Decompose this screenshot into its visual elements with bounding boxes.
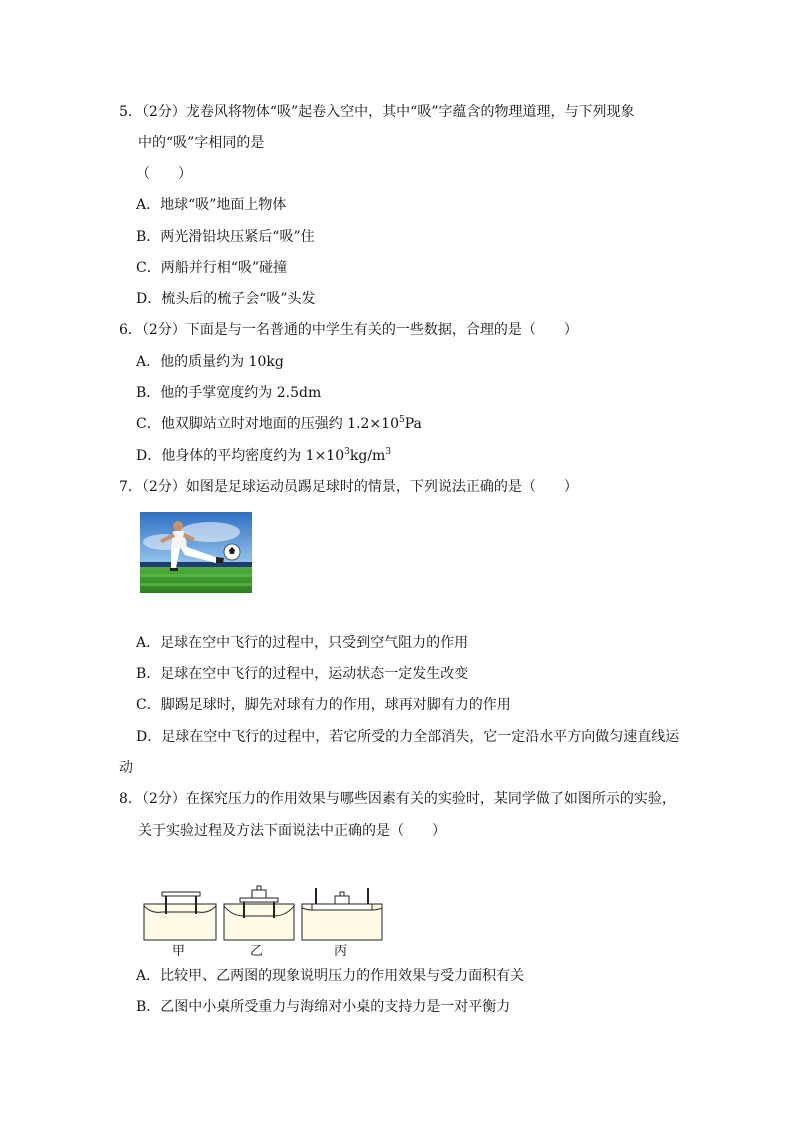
q7-option-c: C．脚踢足球时，脚先对球有力的作用，球再对脚有力的作用 (136, 697, 511, 713)
question-score: （2分） (141, 479, 186, 495)
question-score: （2分） (141, 791, 186, 807)
question-8-stem-cont: 关于实验过程及方法下面说法中正确的是（ ） (138, 823, 446, 839)
q5-option-b: B．两光滑铅块压紧后“吸”住 (136, 229, 315, 245)
pressure-experiment-figure (140, 884, 390, 959)
figure-label-jia: 甲 (172, 944, 186, 959)
figure-label-bing: 丙 (334, 944, 348, 959)
question-8-stem (119, 789, 676, 809)
question-5-blank: （ ） (136, 166, 192, 182)
question-text: 龙卷风将物体“吸”起卷入空中，其中“吸”字蕴含的物理道理，与下列现象 (185, 104, 635, 120)
q8-option-b: B．乙图中小桌所受重力与海绵对小桌的支持力是一对平衡力 (136, 999, 511, 1015)
figure-label-yi: 乙 (250, 944, 264, 959)
question-number: 8． (119, 791, 142, 807)
question-text: 在探究压力的作用效果与哪些因素有关的实验时，某同学做了如图所示的实验， (185, 791, 676, 807)
question-6-stem (119, 320, 578, 340)
q5-option-c: C．两船并行相“吸”碰撞 (136, 260, 288, 276)
q8-option-a: A．比较甲、乙两图的现象说明压力的作用效果与受力面积有关 (136, 968, 525, 984)
q5-option-a: A．地球“吸”地面上物体 (136, 197, 287, 213)
question-number: 7． (119, 479, 142, 495)
q6-option-b: B．他的手掌宽度约为 2.5dm (136, 385, 322, 401)
question-text: 下面是与一名普通的中学生有关的一些数据，合理的是（ ） (185, 322, 578, 338)
question-text: 如图是足球运动员踢足球时的情景，下列说法正确的是（ ） (185, 479, 578, 495)
q7-option-a: A．足球在空中飞行的过程中，只受到空气阻力的作用 (136, 635, 469, 651)
question-score: （2分） (141, 104, 186, 120)
question-number: 6． (119, 322, 142, 338)
soccer-player-photo (140, 512, 252, 593)
q6-option-d: D．他身体的平均密度约为 $1\times 10^3kg/m^3$ (136, 447, 392, 464)
q6-option-a: A．他的质量约为 10kg (136, 354, 284, 370)
q7-option-b: B．足球在空中飞行的过程中，运动状态一定发生改变 (136, 666, 469, 682)
q7-option-d-wrap: 动 (119, 760, 133, 776)
q6-option-c: C．他双脚站立时对地面的压强约 $1.2\times 10^5Pa$ (136, 415, 422, 432)
question-7-stem (119, 477, 578, 497)
question-5-stem-cont: 中的“吸”字相同的是 (138, 135, 265, 151)
question-number: 5． (119, 104, 142, 120)
question-5-stem (119, 102, 634, 122)
question-score: （2分） (141, 322, 186, 338)
q7-option-d: D．足球在空中飞行的过程中，若它所受的力全部消失，它一定沿水平方向做匀速直线运 (136, 729, 680, 745)
q5-option-d: D．梳头后的梳子会“吸”头发 (136, 291, 316, 307)
